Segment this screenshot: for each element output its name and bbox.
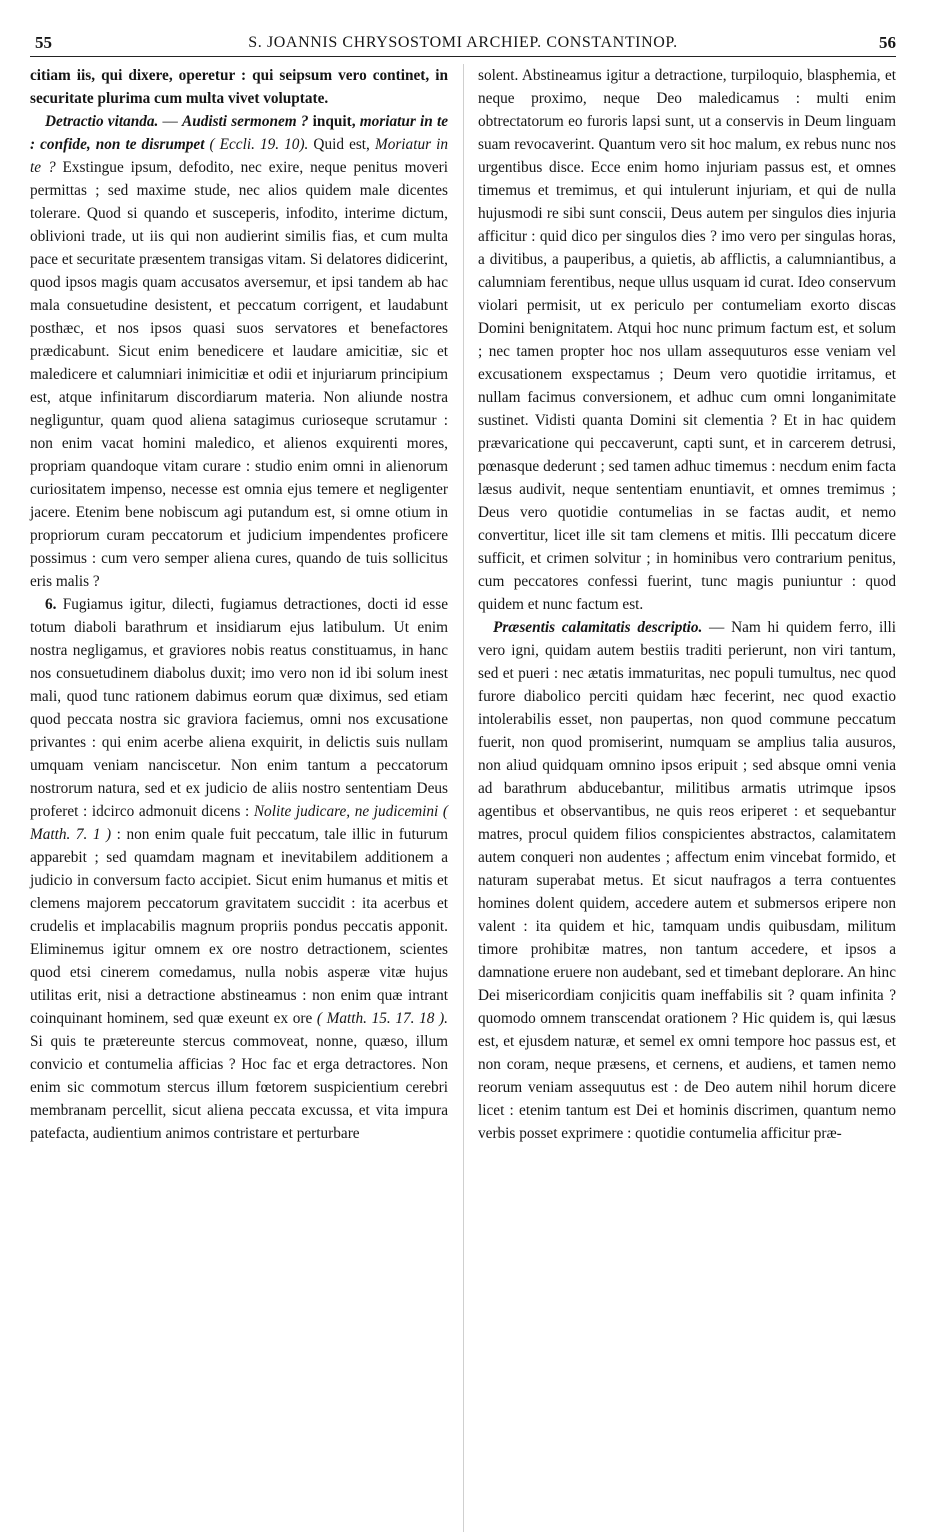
text-run: Exstingue ipsum, defodito, nec exire, neque penitus moveri permittas ; sed maxime stude, nec alios quidem male dicentes tolerare. Quod si quando et susceperis, infodito, interime dictum, oblivioni trade, ut iis qui non audierint similis fias, et cum multa pace et securitate præsentem transigas vitam. Si delatores didicerint, quod ipsos magis quam accusatos aversemur, et ipsi tandem ab hac mala consuetudine desistent, et peccatum corrigent, et laudabunt posthæc, et nos ipsos quasi suos servatores et benefactores prædicabunt. Sicut enim benedicere et laudare amicitiæ, sic et maledicere et calumniari inimicitiæ et odii et injuriarum principium est, atque infinitarum discordiarum materia. Non aliunde nostra negliguntur, quam quod aliena satagimus curioseque scrutamur : non enim vacat homini maledico, et alienos exquirenti mores, propriam quandoque vitam curare : studio enim omni in alienorum curiositatem impenso, necesse est omnia ejus temere et negligenter jacere. Etenim bene nobiscum agi putandum est, si omne otium in propriorum curam peccatorum et judicium impendentes proficere possimus : cum vero semper aliena cures, quando de tuis sollicitus eris malis ?: [30, 159, 448, 590]
text-run: inquit,: [312, 113, 360, 130]
running-title: S. JOANNIS CHRYSOSTOMI ARCHIEP. CONSTANTINOP.: [248, 34, 678, 51]
page-number-left: 55: [35, 33, 52, 52]
text-run: Si quis te prætereunte stercus commoveat, nonne, quæso, illum convicio et contumelia afficias ? Hoc fac et erga detractores. Non enim sic commotum stercus illum fœtorem suspicientium cerebri membranam percellit, sicut aliena peccata excussa, et vita impura patefacta, audientium animos contristare et perturbare: [30, 1033, 448, 1142]
document-page: [30, 30, 896, 1142]
left-paragraph-3: [30, 593, 448, 1145]
running-header: [30, 30, 896, 57]
heading-dash: —: [158, 113, 182, 130]
scripture-quote: Moriatur in te ?: [30, 136, 448, 176]
column-divider: [463, 64, 464, 1532]
scripture-quote: moriatur in te : confide, non te disrumpet: [30, 113, 448, 153]
text-run: Nam hi quidem ferro, illi vero igni, quidam autem bestiis traditi perierunt, non viri tantum, sed et pueri : nec ætatis immaturitas, nec populi tumultus, nec quod furore diabolico perciti quidam hæc fecerint, nec quod exactio intolerabilis esset, non paupertas, non quod commune peccatum fuerit, non quod promiserint, numquam se amplius talia ausuros, non aliud quidquam omnino ipsos eripuit ; sed absque omni venia ad barathrum abducebantur, militibus armatis utrimque ipsos agentibus et observantibus, ne quis reos eriperet : et sequebantur matres, procul quidem filios conspicientes abstractos, calamitatem autem conqueri non audentes ; affectum enim vincebat formido, et naturam superabat metus. Et sicut naufragos a terra contuentes homines dolent quidem, accedere autem et submersos eripere non valent : ita quidem et hic, tamquam undis quibusdam, militum timore prohibitæ matres, non tantum accedere, et ipsos a damnatione eruere non audebant, sed et timebant deplorare. An hinc Dei misericordiam conjicitis quam ineffabilis sit ? quam infinita ? quomodo omnem transcendat orationem ? Hic quidem is, qui læsus est, et ejusdem naturæ, et semel ex omni tempore hoc passus est, et non coram, neque præsens, et cernens, et audiens, et tamen nemo reorum veniam assequutus est : de Deo autem nihil horum dicere licet : etenim tantum est Dei et hominis discrimen, quantum nemo verbis posset exprimere : quotidie contumelia afficitur præ-: [478, 619, 896, 1142]
section-heading-detractio: Detractio vitanda.: [45, 113, 159, 130]
text-run: Fugiamus igitur, dilecti, fugiamus detractiones, docti id esse totum diaboli barathrum et insidiarum ejus latibulum. Ut enim nostra negligamus, et graviores nobis reatus constituamus, in hanc nos consuetudinem diabolus duxit; imo vero non id ibi solum inest mali, quod tunc rationem dabimus eorum quæ diximus, sed etiam quod peccata nostra sic graviora faciemus, omni nos excusatione privantes : qui enim acerbe aliena exquirit, in delictis suis nullam umquam veniam nanciscetur. Non enim tantum a peccatorum nostrorum natura, sed et ex judicio de aliis nostro sententiam Deus proferet : idcirco admonuit dicens :: [30, 596, 448, 820]
section-heading-calamitatis: Præsentis calamitatis descriptio.: [493, 619, 703, 636]
page-number-right: 56: [879, 33, 896, 52]
text-run: : non enim quale fuit peccatum, tale illic in futurum apparebit ; sed quamdam magnam et inevitabilem additionem a judicio in conversum facto accipiet. Sicut enim humanus et mitis et clemens majorem peccatorum gravitatem succidit : ita acerbus et crudelis et implacabilis magnum propriis pondus peccatis apponit. Eliminemus igitur omnem ex ore nostro detractionem, scientes quod etsi cinerem comedamus, nulla nobis asperæ vitæ hujus utilitas erit, nisi a detractione abstineamus : non enim quæ intrant coinquinant hominem, sed quæ exeunt ex ore: [30, 826, 448, 1027]
right-paragraph-1: solent. Abstineamus igitur a detractione, turpiloquio, blasphemia, et neque proximo, neque Deo maledicamus : multi enim obtrectatorum eo furoris lapsi sunt, ut a conservis in Deum linguam suam revocaverint. Quantum vero sit hoc malum, ex rebus nunc nos urgentibus disce. Ecce enim homo injuriam passus est, et omnes timemus et tremimus, et qui intulerunt injuriam, et qui de nulla hujusmodi re sibi sunt conscii, Deus autem per singulos dies injuria afficitur : quid dico per singulos dies ? imo vero per singulas horas, a divitibus, a pauperibus, a quietis, ab afflictis, a calumniantibus, a calumniam ferentibus, neque ullus usquam id curat. Ideo conservum violari permisit, ut ex periculo per contumeliam exorto discas Domini benignitatem. Atqui hoc nunc primum factum est, et solum ; nec tamen propter hoc nos ullam assequuturos esse veniam vel excusationem exspectamus ; Deum vero quotidie irritamus, et nullam facimus conversionem, et adhuc cum omni longanimitate sustinet. Vidisti quanta Domini sit clementia ? Et in hac quidem prævaricatione qui peccaverunt, capti sunt, et in carcerem detrusi, pœnasque dederunt ; sed tamen adhuc timemus : necdum enim facta læsus audivit, neque sententiam enuntiavit, et omnes tremimus ; Deus vero quotidie contumelias in se factas audit, et nemo convertitur, licet ille sit tam clemens et mitis. Illi peccatum dicere sufficit, et crimen solvitur ; in hominibus vero contrarium penitus, cum peccatores confessi fuerint, tunc magis puniuntur : quod quidem et nunc factum est.: [478, 67, 896, 613]
right-paragraph-2: [478, 616, 896, 1145]
section-number: 6.: [45, 596, 57, 613]
scripture-quote: Nolite judicare, ne judicemini: [253, 803, 439, 820]
left-paragraph-1: citiam iis, qui dixere, operetur : qui seipsum vero continet, in securitate plurima cum multa vivet voluptate.: [30, 67, 448, 107]
scripture-reference: ( Matth. 7. 1 ): [30, 803, 449, 843]
left-column: [30, 64, 448, 1145]
scripture-reference: ( Matth. 15. 17. 18 ).: [316, 1010, 448, 1027]
scripture-quote: Audisti sermonem ?: [182, 113, 313, 130]
right-column: [478, 64, 896, 1145]
left-paragraph-2: [30, 110, 448, 593]
text-run: Quid est,: [313, 136, 375, 153]
scripture-reference: ( Eccli. 19. 10).: [204, 136, 314, 153]
heading-dash: —: [702, 619, 732, 636]
